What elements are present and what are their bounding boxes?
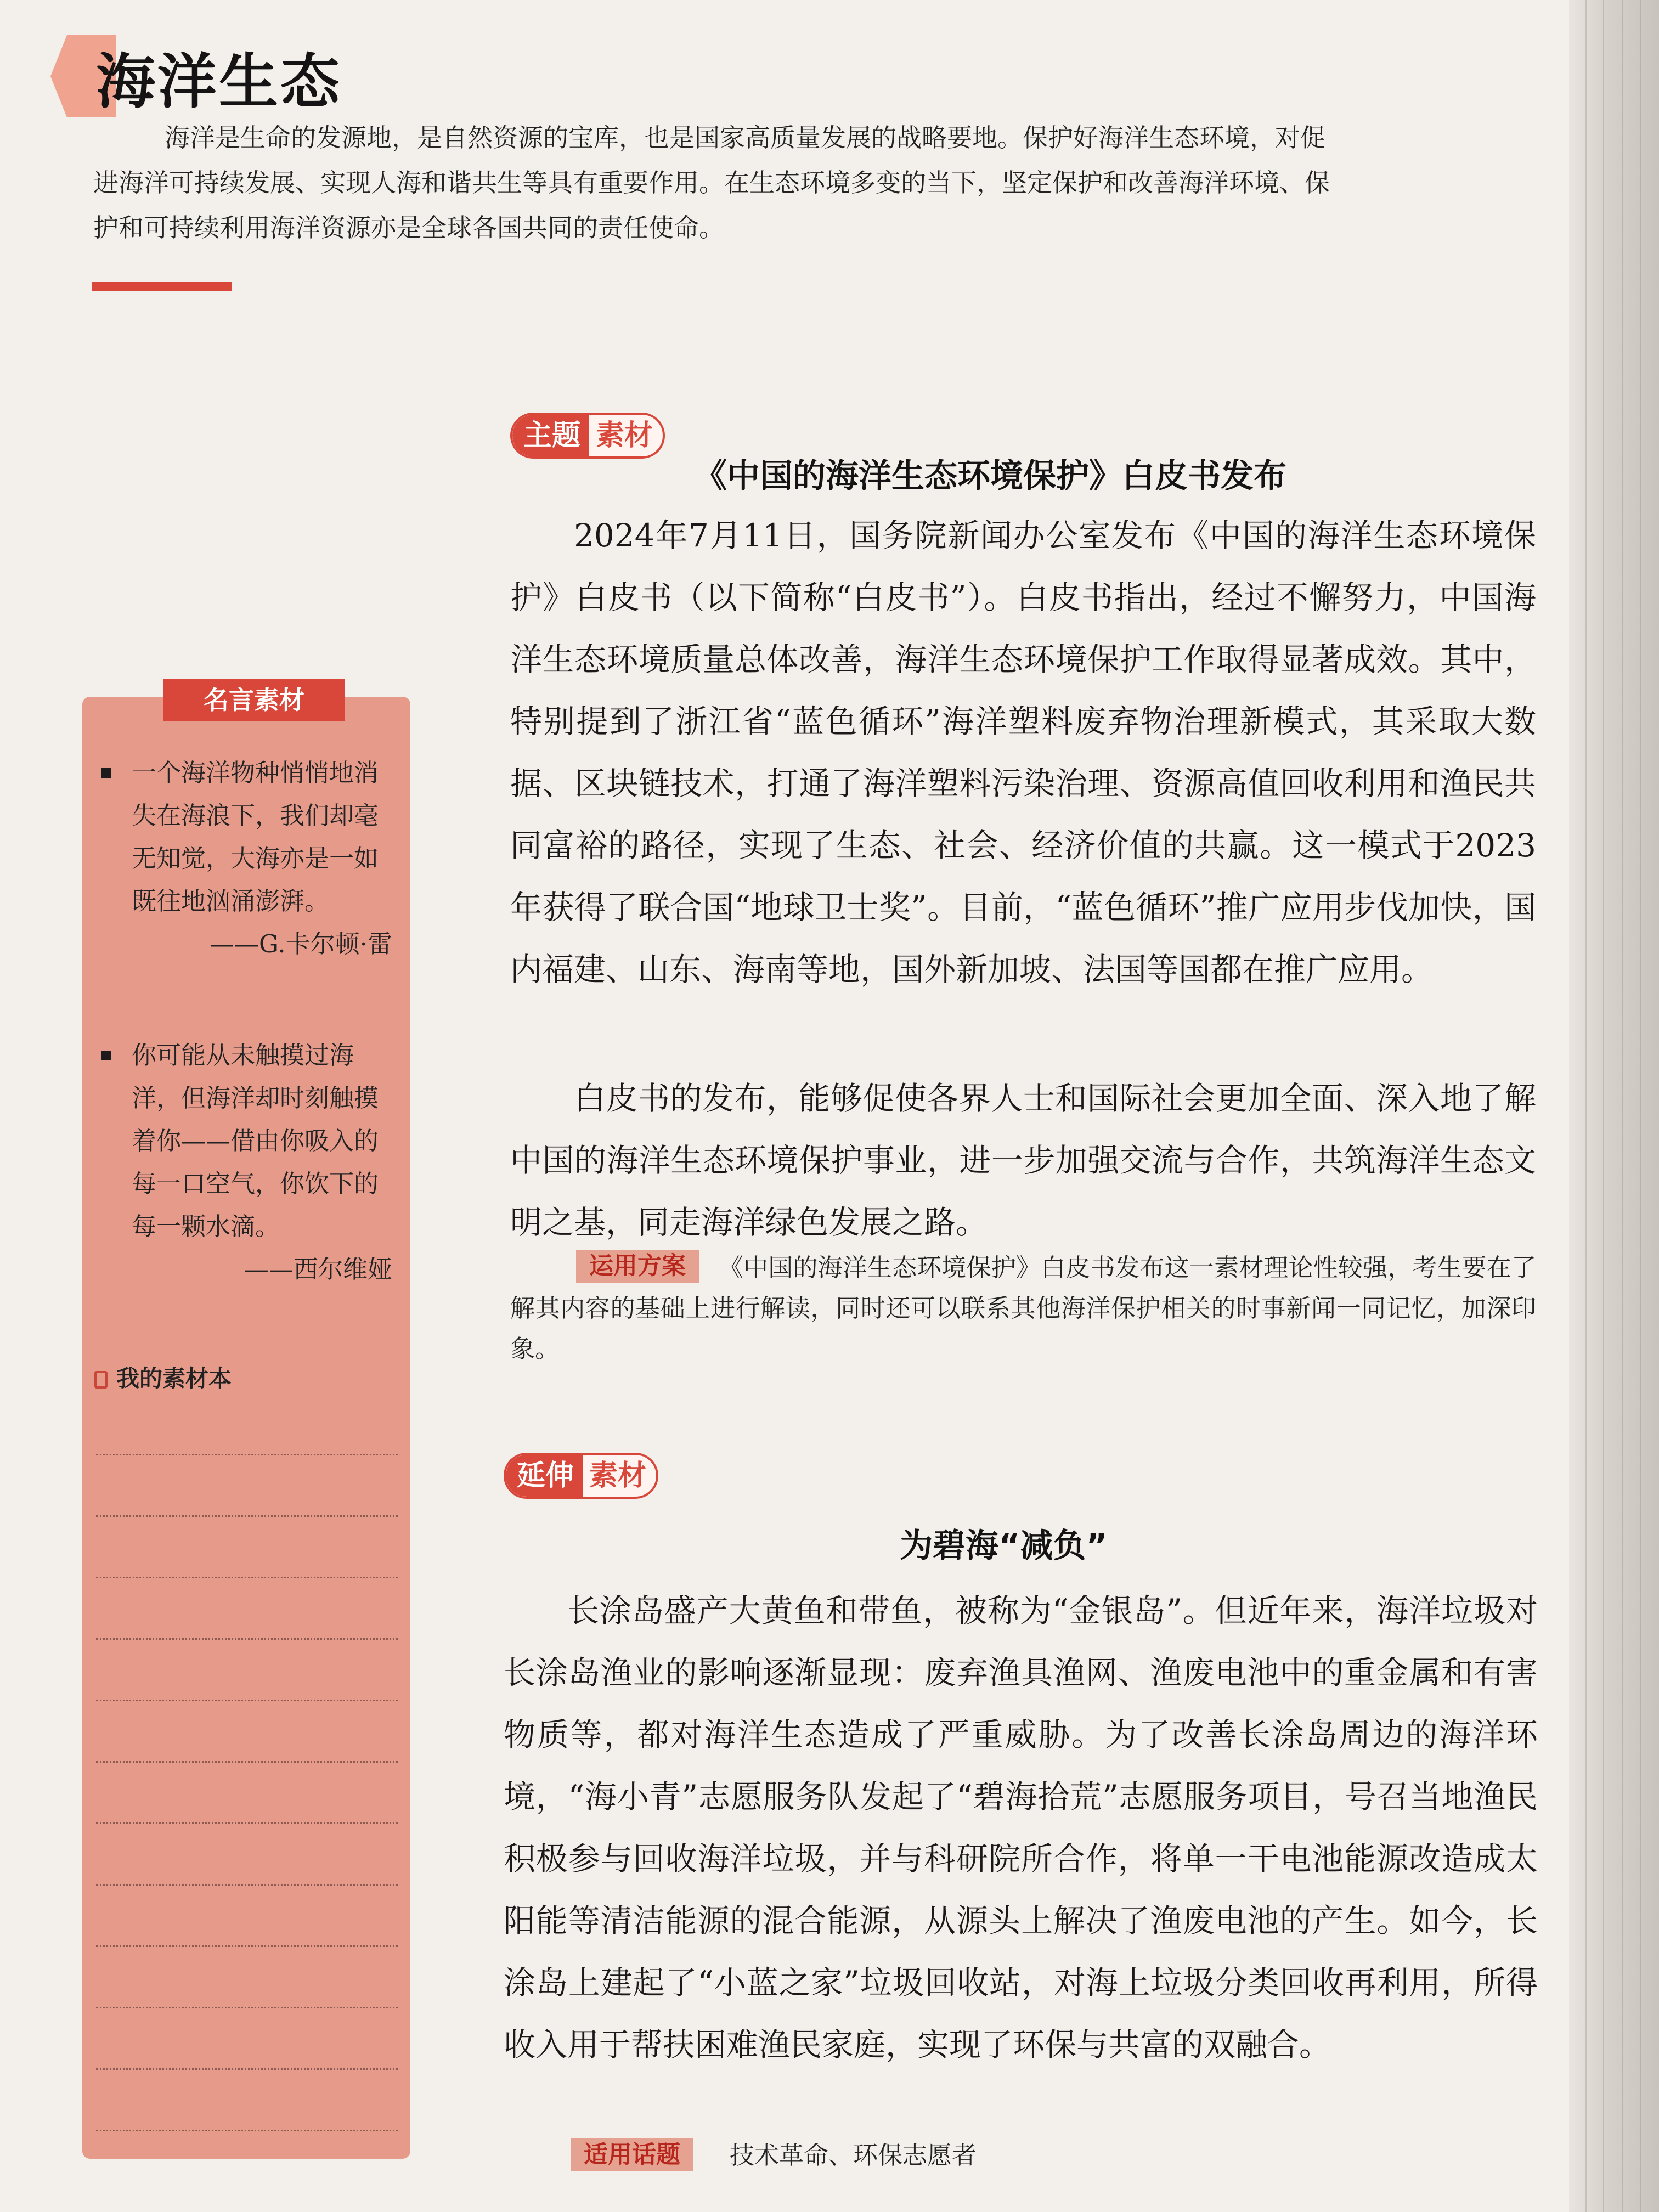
tag-secondary: 素材 — [596, 419, 653, 452]
extension-material-tag — [504, 1453, 658, 1499]
note-line — [96, 1822, 398, 1824]
quote-author: ——G.卡尔顿·雷 — [210, 929, 392, 958]
note-line — [96, 1454, 398, 1455]
page-title: 海洋生态 — [96, 48, 342, 116]
header-divider — [92, 282, 232, 291]
bullet-icon — [101, 1051, 111, 1060]
note-line — [96, 1945, 398, 1947]
quote-section-tag: 名言素材 — [163, 679, 345, 721]
application-scheme-text: 《中国的海洋生态环境保护》白皮书发布这一素材理论性较强，考生要在了解其内容的基础上进行解读，同时还可以联系其他海洋保护相关的时事新闻一同记忆，加深印象。 — [510, 1253, 1536, 1363]
quote-text: 一个海洋物种悄悄地消失在海浪下，我们却毫无知觉，大海亦是一如既往地汹涌澎湃。 — [132, 758, 379, 916]
quote-item — [101, 752, 398, 966]
page-edge — [1569, 0, 1659, 2212]
theme-material-tag — [510, 413, 665, 459]
theme-paragraph-1: 2024年7月11日，国务院新闻办公室发布《中国的海洋生态环境保护》白皮书（以下简称“白皮书”）。白皮书指出，经过不懈努力，中国海洋生态环境质量总体改善，海洋生态环境保护工作取得显著成效。其中，特别提到了浙江省“蓝色循环”海洋塑料废弃物治理新模式，其采取大数据、区块链技术，打通了海洋塑料污染治理、资源高值回收利用和渔民共同富裕的路径，实现了生态、社会、经济价值的共赢。这一模式于2023年获得了联合国“地球卫士奖”。目前，“蓝色循环”推广应用步伐加快，国内福建、山东、海南等地，国外新加坡、法国等国都在推广应用。 — [510, 517, 1536, 988]
quote-item — [101, 1034, 398, 1291]
note-line — [96, 1577, 398, 1578]
note-line — [96, 2130, 398, 2131]
note-line — [96, 1700, 398, 1701]
tag-secondary: 素材 — [589, 1459, 647, 1492]
note-line — [96, 2068, 398, 2070]
application-scheme-tag: 运用方案 — [576, 1250, 699, 1283]
note-line — [96, 1761, 398, 1763]
tag-primary: 延伸 — [506, 1455, 583, 1497]
extension-paragraph: 长涂岛盛产大黄鱼和带鱼，被称为“金银岛”。但近年来，海洋垃圾对长涂岛渔业的影响逐渐显现：废弃渔具渔网、渔废电池中的重金属和有害物质等，都对海洋生态造成了严重威胁。为了改善长涂岛周边的海洋环境，“海小青”志愿服务队发起了“碧海拾荒”志愿服务项目，号召当地渔民积极参与回收海洋垃圾，并与科研院所合作，将单一干电池能源改造成太阳能等清洁能源的混合能源，从源头上解决了渔废电池的产生。如今，长涂岛上建起了“小蓝之家”垃圾回收站，对海上垃圾分类回收再利用，所得收入用于帮扶困难渔民家庭，实现了环保与共富的双融合。 — [504, 1592, 1538, 2063]
notebook-header — [94, 1361, 232, 1393]
tag-primary: 主题 — [512, 415, 589, 456]
extension-title: 为碧海“减负” — [900, 1527, 1108, 1565]
topic-tag: 适用话题 — [571, 2138, 693, 2171]
note-line — [96, 2007, 398, 2008]
notebook-icon — [94, 1371, 108, 1389]
notebook-label: 我的素材本 — [116, 1365, 232, 1392]
quote-author: ——西尔维娅 — [244, 1255, 392, 1284]
quote-text: 你可能从未触摸过海洋，但海洋却时刻触摸着你——借由你吸入的每一口空气，你饮下的每一颗水滴。 — [132, 1041, 379, 1241]
note-line — [96, 1884, 398, 1886]
note-line — [96, 1515, 398, 1517]
theme-paragraph-2: 白皮书的发布，能够促使各界人士和国际社会更加全面、深入地了解中国的海洋生态环境保护事业，进一步加强交流与合作，共筑海洋生态文明之基，同走海洋绿色发展之路。 — [510, 1080, 1536, 1241]
intro-paragraph: 海洋是生命的发源地，是自然资源的宝库，也是国家高质量发展的战略要地。保护好海洋生态环境，对促进海洋可持续发展、实现人海和谐共生等具有重要作用。在生态环境多变的当下，坚定保护和改善海洋环境、保护和可持续利用海洋资源亦是全球各国共同的责任使命。 — [93, 123, 1330, 242]
topic-text: 技术革命、环保志愿者 — [730, 2141, 977, 2170]
theme-title: 《中国的海洋生态环境保护》白皮书发布 — [694, 457, 1286, 495]
note-line — [96, 1638, 398, 1640]
bullet-icon — [101, 768, 111, 778]
